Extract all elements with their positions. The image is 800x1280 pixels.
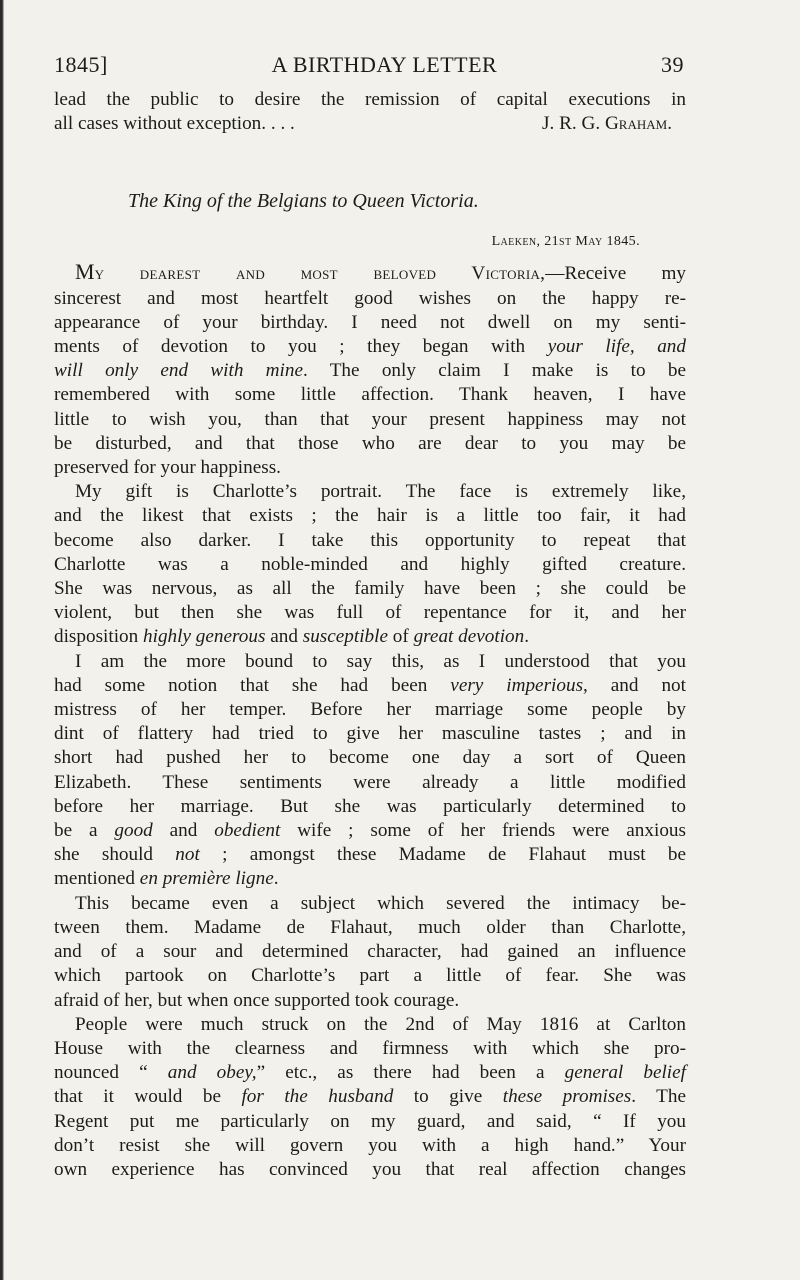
signature: J. R. G. Graham. [542, 113, 672, 135]
running-head [54, 52, 686, 78]
running-head-year: 1845] [54, 52, 108, 77]
italic-phrase: en première ligne [139, 868, 274, 890]
text-line: Regent put me particularly on my guard, and said, “ If you [54, 1110, 686, 1132]
text-line: which partook on Charlotte’s part a little of fear. She was [54, 965, 686, 987]
text-line: preserved for your happiness. [54, 457, 281, 479]
italic-phrase: highly generous [143, 626, 266, 648]
italic-phrase: general belief [564, 1062, 686, 1084]
text-line: that it would be for the husband to give these promises. The [54, 1086, 687, 1108]
italic-phrase: and obey, [167, 1062, 257, 1084]
page-number: 39 [661, 52, 684, 77]
text-line: lead the public to desire the remission of capital executions in [54, 89, 686, 110]
letter-dateline: Laeken, 21st May 1845. [491, 234, 640, 250]
text-line: This became even a subject which severed the intimacy be- [75, 892, 686, 914]
italic-phrase: great devotion [413, 626, 525, 648]
book-page [54, 52, 686, 1182]
text-line: ments of devotion to you ; they began with your life, and [54, 336, 686, 358]
page-binding-edge [0, 0, 4, 1280]
italic-phrase: susceptible [302, 626, 388, 648]
text-line: Elizabeth. These sentiments were already a little modified [54, 771, 686, 793]
text-line: short had pushed her to become one day a sort of Queen [54, 747, 686, 769]
text-line: own experience has convinced you that real affection changes [54, 1158, 686, 1180]
text-line: My gift is Charlotte’s portrait. The face is extremely like, [75, 481, 686, 503]
text-line: and of a sour and determined character, had gained an influence [54, 941, 686, 963]
text-line: remembered with some little affection. Thank heaven, I have [54, 384, 686, 406]
text-line: sincerest and most heartfelt good wishes on the happy re- [54, 287, 686, 309]
text-line: she should not ; amongst these Madame de Flahaut must be [54, 844, 686, 866]
text-line: violent, but then she was full of repentance for it, and her [54, 602, 686, 624]
text-line: She was nervous, as all the family have been ; she could be [54, 578, 686, 600]
running-head-title: A BIRTHDAY LETTER [271, 52, 498, 77]
italic-phrase: for the husband [241, 1086, 394, 1108]
text-line: House with the clearness and firmness with which she pro- [54, 1037, 686, 1059]
text-line: before her marriage. But she was particularly determined to [54, 795, 686, 817]
text-line: People were much struck on the 2nd of May 1816 at Carlton [75, 1013, 686, 1035]
text-line: appearance of your birthday. I need not dwell on my senti- [54, 311, 686, 333]
text-line: and the likest that exists ; the hair is a little too fair, it had [54, 505, 686, 527]
text-line: dint of flattery had tried to give her masculine tastes ; and in [54, 723, 686, 745]
text-line: I am the more bound to say this, as I understood that you [75, 650, 686, 672]
italic-phrase: not [175, 844, 200, 866]
text-line: Charlotte was a noble-minded and highly gifted creature. [54, 553, 686, 575]
text-line: be disturbed, and that those who are dear to you may be [54, 432, 686, 454]
italic-phrase: obedient [214, 820, 281, 842]
salutation-initial: M [75, 259, 95, 285]
text-line: had some notion that she had been very imperious, and not [54, 674, 686, 696]
salutation-address: y dearest and most beloved Victoria, [94, 263, 546, 285]
italic-phrase: will only end with mine [54, 360, 303, 382]
text-line: afraid of her, but when once supported took courage. [54, 989, 460, 1011]
italic-phrase: your life, and [547, 336, 686, 358]
italic-phrase: very imperious [450, 674, 584, 696]
salutation-line: My dearest and most beloved Victoria,—Receive my [75, 259, 686, 285]
text-line: be a good and obedient wife ; some of her friends were anxious [54, 820, 686, 842]
text-line: nounced “ and obey,” etc., as there had been a general belief [54, 1062, 686, 1084]
text-line: disposition highly generous and susceptible of great devotion. [54, 626, 530, 648]
italic-phrase: good [114, 820, 153, 842]
letter-heading: The King of the Belgians to Queen Victoria. [128, 190, 479, 213]
text-line: don’t resist she will govern you with a high hand.” Your [54, 1134, 686, 1156]
text-line: tween them. Madame de Flahaut, much older than Charlotte, [54, 916, 686, 938]
text-line [54, 112, 686, 136]
text-fragment: all cases without exception. . . . [54, 113, 295, 135]
text-line: will only end with mine. The only claim I make is to be [54, 360, 686, 382]
text-line: become also darker. I take this opportunity to repeat that [54, 529, 686, 551]
italic-phrase: these promises [502, 1086, 632, 1108]
text-line: mentioned en première ligne. [54, 868, 279, 890]
text-line: mistress of her temper. Before her marriage some people by [54, 699, 686, 721]
text-line: little to wish you, than that your present happiness may not [54, 408, 686, 430]
